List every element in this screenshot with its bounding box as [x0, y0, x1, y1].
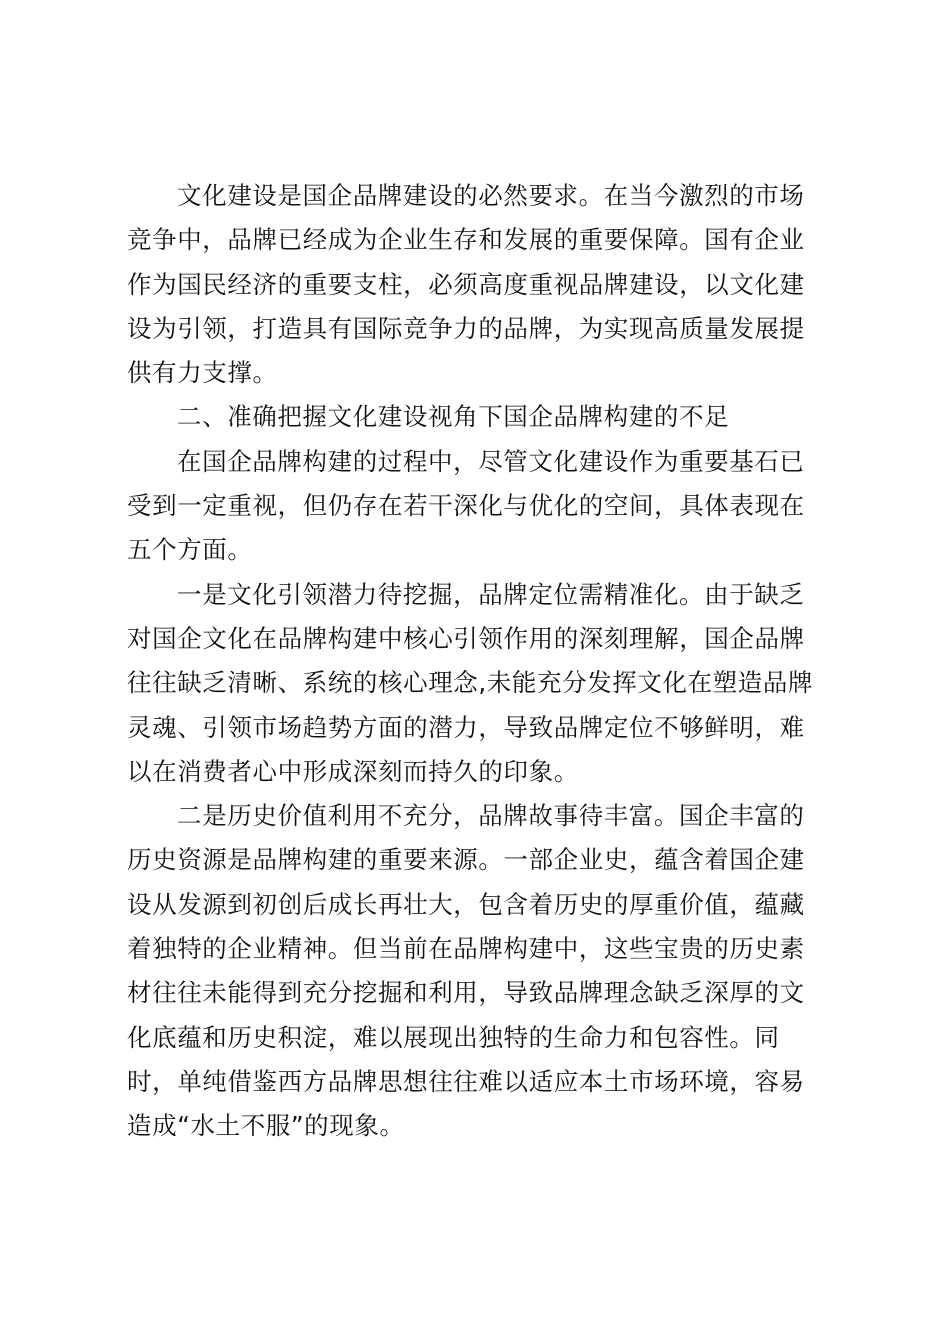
paragraph-line: 往往缺乏清晰、系统的核心理念,未能充分发挥文化在塑造品牌 — [127, 668, 814, 698]
paragraph-line: 设从发源到初创后成长再壮大，包含着历史的厚重价值，蕴藏 — [127, 889, 805, 919]
paragraph-line: 一是文化引领潜力待挖掘，品牌定位需精准化。由于缺乏 — [177, 579, 805, 609]
paragraph-line: 受到一定重视，但仍存在若干深化与优化的空间，具体表现在 — [127, 491, 805, 521]
paragraph-line: 二是历史价值利用不充分，品牌故事待丰富。国企丰富的 — [177, 801, 805, 831]
document-body — [127, 174, 827, 1149]
paragraph-line: 在国企品牌构建的过程中，尽管文化建设作为重要基石已 — [177, 446, 805, 476]
paragraph-line: 灵魂、引领市场趋势方面的潜力，导致品牌定位不够鲜明，难 — [127, 712, 805, 742]
section-heading: 二、准确把握文化建设视角下国企品牌构建的不足 — [177, 402, 730, 432]
paragraph-line: 化底蕴和历史积淀，难以展现出独特的生命力和包容性。同 — [127, 1022, 780, 1052]
paragraph-line: 时，单纯借鉴西方品牌思想往往难以适应本土市场环境，容易 — [127, 1066, 805, 1096]
paragraph-line: 竞争中，品牌已经成为企业生存和发展的重要保障。国有企业 — [127, 225, 805, 255]
paragraph-line: 历史资源是品牌构建的重要来源。一部企业史，蕴含着国企建 — [127, 845, 805, 875]
paragraph-line: 以在消费者心中形成深刻而持久的印象。 — [127, 756, 579, 786]
paragraph-line: 造成“水土不服”的现象。 — [127, 1111, 405, 1141]
paragraph-line: 材往往未能得到充分挖掘和利用，导致品牌理念缺乏深厚的文 — [127, 978, 805, 1008]
paragraph-line: 着独特的企业精神。但当前在品牌构建中，这些宝贵的历史素 — [127, 934, 805, 964]
paragraph-line: 五个方面。 — [127, 535, 253, 565]
paragraph-line: 对国企文化在品牌构建中核心引领作用的深刻理解，国企品牌 — [127, 623, 805, 653]
paragraph-line: 作为国民经济的重要支柱，必须高度重视品牌建设，以文化建 — [127, 269, 805, 299]
paragraph-line: 文化建设是国企品牌建设的必然要求。在当今激烈的市场 — [177, 181, 805, 210]
paragraph-line: 供有力支撑。 — [127, 358, 278, 388]
paragraph-line: 设为引领，打造具有国际竞争力的品牌，为实现高质量发展提 — [127, 313, 805, 343]
